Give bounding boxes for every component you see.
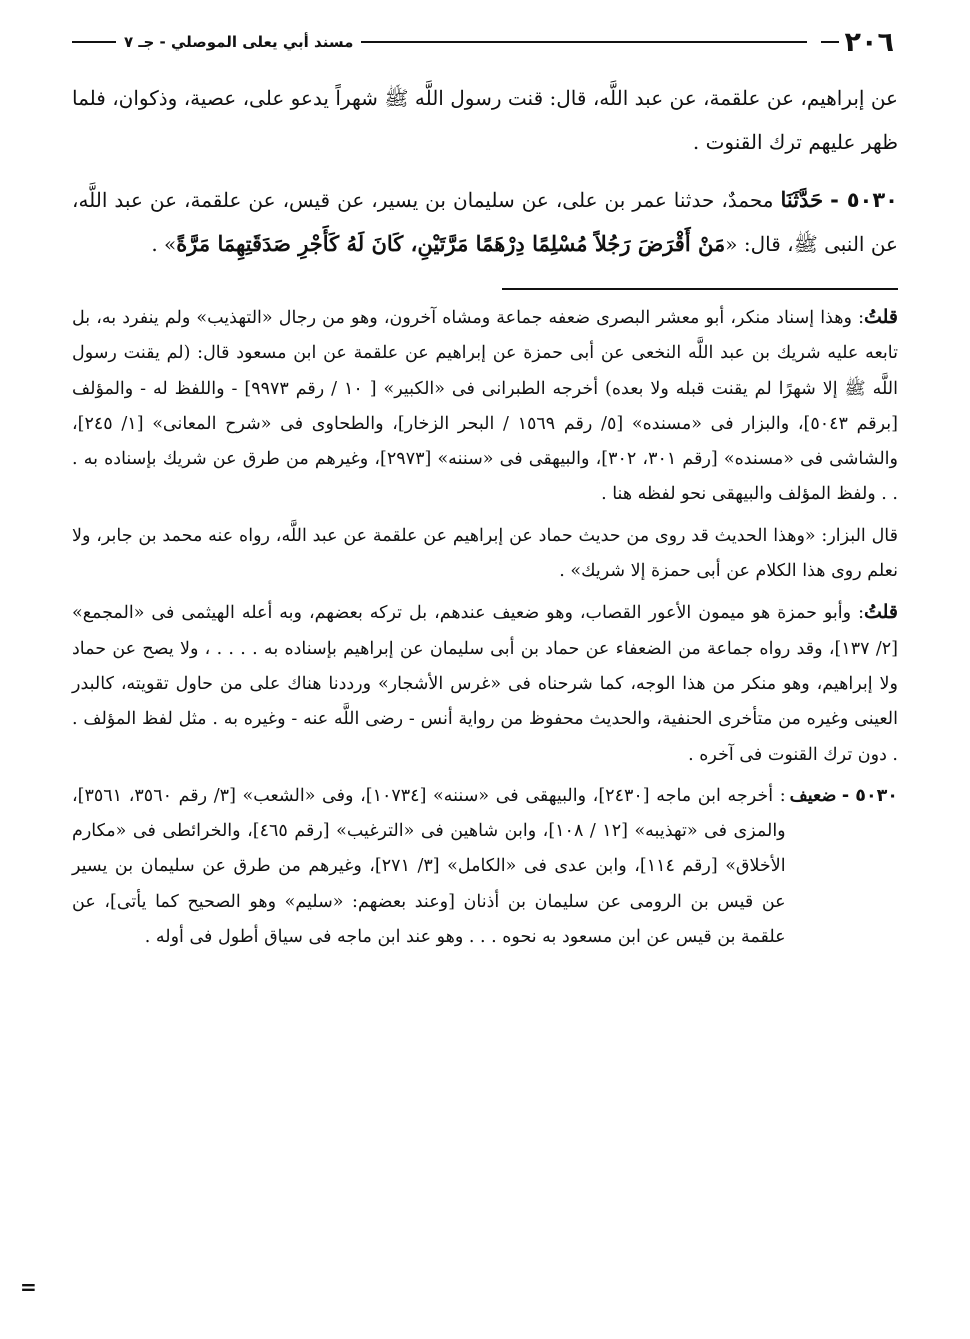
running-title: مسند أبي يعلى الموصلي - جـ ٧ xyxy=(124,33,354,51)
hadith-number: ٥٠٣٠ - xyxy=(830,188,898,212)
header-dash-end xyxy=(72,41,116,43)
continuation-mark: = xyxy=(20,1275,37,1299)
header-dash xyxy=(821,41,839,43)
qultu-label: قلتُ xyxy=(863,306,898,328)
footnote-separator xyxy=(502,288,898,290)
page-header xyxy=(72,22,898,62)
hadith-matn: مَنْ أَقْرَضَ رَجُلاً مُسْلِمًا دِرْهَمًا مَرَّتَيْنِ، كَانَ لَهُ كَأَجْرِ صَدَقَتِهِمَا مَرَّةً xyxy=(176,231,726,256)
takhrij-text: : أخرجه ابن ماجه [٢٤٣٠]، والبيهقى فى «سننه» [١٠٧٣٤]، وفى «الشعب» [٣/ رقم ٣٥٦٠، ٣٥٦١]، والمزى فى «تهذيبه» [١٢ / ١٠٨]، وابن شاهين فى «الترغيب» [رقم ٤٦٥]، والخرائطى فى «مكارم الأخلاق» [رقم ١١٤]، وابن عدى فى «الكامل» [٣/ ٢٧١]، وغيرهم من طرق عن سليمان بن يسير عن قيس بن الرومى عن سليمان بن أذنان [وعند بعضهم: «سليم» وهو الصحيح كما يأتى]، عن علقمة بن قيس عن ابن مسعود به نحوه . . . وهو عند ابن ماجه فى سياق أطول فى أوله . xyxy=(72,785,786,948)
takhrij-note xyxy=(72,779,898,955)
hadith-paragraph xyxy=(72,178,898,266)
note-text: : وأبو حمزة هو ميمون الأعور القصاب، وهو ضعيف عندهم، بل تركه بعضهم، وبه أعله الهيثمى فى «المجمع» [٢/ ١٣٧]، وقد رواه جماعة من الضعفاء عن حماد بن أبى سليمان عن إبراهيم بإسناده به . . . . ، ولا يصح عن حماد ولا إبراهيم، وهو منكر من هذا الوجه، كما شرحناه فى «غرس الأشجار» ورددنا هناك على من حاول تقويته، كالبدر العينى وغيره من متأخرى الحنفية، والحديث محفوظ من رواية أنس - رضى اللَّه عنه - وغيره به . مثل لفظ المؤلف . . دون ترك القنوت فى آخره . xyxy=(72,603,898,765)
note-qultu-1 xyxy=(72,300,898,513)
hadith-closing: » . xyxy=(151,232,177,256)
note-qultu-2 xyxy=(72,595,898,772)
takhrij-number: ٥٠٣٠ - xyxy=(841,785,898,806)
note-bazzar: قال البزار: «وهذا الحديث قد روى من حديث حماد عن إبراهيم عن علقمة عن عبد اللَّه، رواه عنه محمد بن جابر، ولا نعلم روى هذا الكلام عن أبى حمزة إلا شريك» . xyxy=(72,525,898,582)
footnotes xyxy=(72,300,898,955)
note-text: : وهذا إسناد منكر، أبو معشر البصرى ضعفه جماعة ومشاه آخرون، وهو من رجال «التهذيب» ولم ينفرد به، بل تابعه عليه شريك بن عبد اللَّه النخعى عن أبى حمزة عن إبراهيم عن علقمة عن ابن مسعود قال: (لم يقنت رسول اللَّه ﷺ إلا شهرًا لم يقنت قبله ولا بعده) أخرجه الطبرانى فى «الكبير» [ ١٠ / رقم ٩٩٧٣] - واللفظ له - والمؤلف [برقم ٥٠٤٣]، والبزار فى «مسنده» [٥/ رقم ١٥٦٩ / البحر الزخار]، والطحاوى فى «شرح المعانى» [١/ ٢٤٥]، والشاشى فى «مسنده» [رقم ٣٠١، ٣٠٢]، والبيهقى فى «سننه» [٢٩٧٣]، وغيرهم من طرق عن شريك بإسناده به . . . ولفظ المؤلف والبيهقى نحو لفظه هنا . xyxy=(72,308,898,505)
hadith-haddathana: حَدَّثَنَا xyxy=(780,187,824,212)
qultu-label: قلتُ xyxy=(863,601,898,624)
page-number: ٢٠٦ xyxy=(844,26,894,58)
document-page xyxy=(72,22,898,1312)
takhrij-head xyxy=(790,779,898,814)
main-paragraph: عن إبراهيم، عن علقمة، عن عبد اللَّه، قال: قنت رسول اللَّه ﷺ شهراً يدعو على، عصية، وذكوان، فلما ظهر عليهم ترك القنوت . xyxy=(72,86,898,154)
header-rule xyxy=(361,41,806,43)
hadith-isnad: محمدٌ، حدثنا عمر بن على، عن سليمان بن يسير، عن قيس، عن علقمة، عن عبد اللَّه، عن النبى ﷺ، قال: « xyxy=(72,188,898,256)
takhrij-grade: ضعيف xyxy=(789,785,837,806)
